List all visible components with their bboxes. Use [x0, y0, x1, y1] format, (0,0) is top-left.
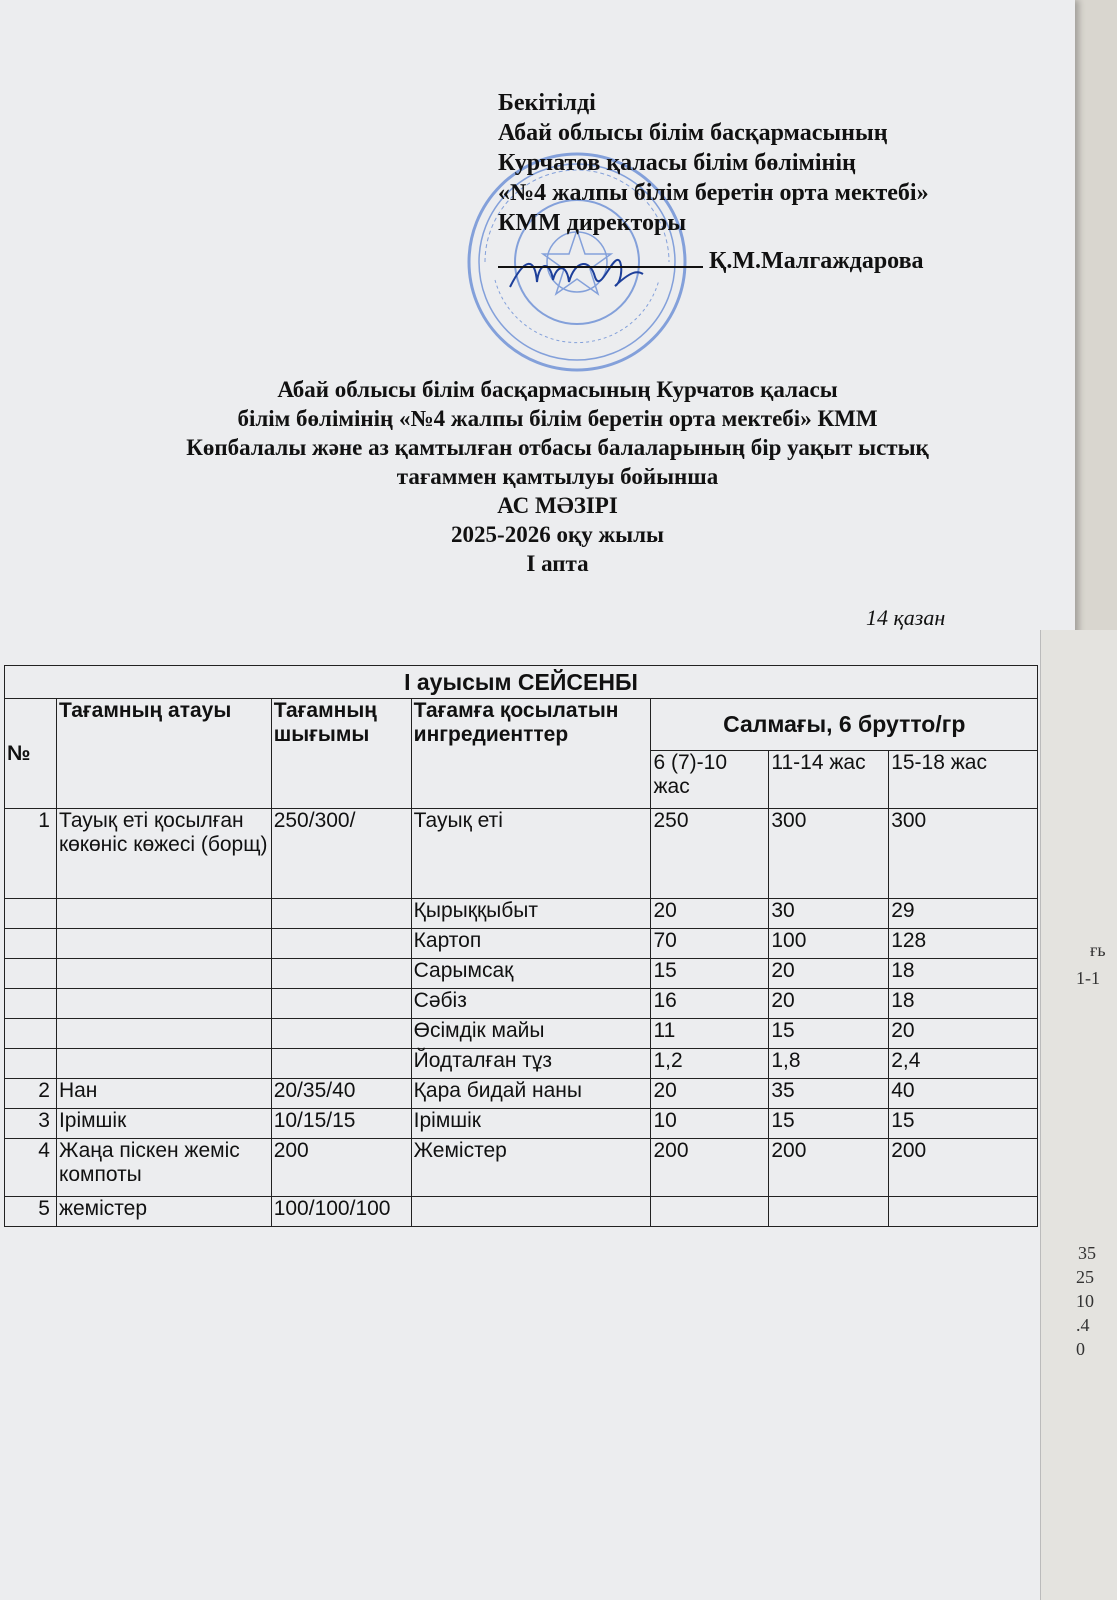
table-row: [5, 929, 1038, 959]
row-number: [5, 959, 57, 989]
ingredient: Жемістер: [411, 1139, 651, 1197]
table-row: [5, 1197, 1038, 1227]
row-number: 1: [5, 809, 57, 899]
weight-age-11-14: 100: [769, 929, 889, 959]
table-row: [5, 809, 1038, 899]
row-number: [5, 899, 57, 929]
weight-age-6-10: 10: [651, 1109, 769, 1139]
weight-age-15-18: 128: [889, 929, 1038, 959]
weight-age-11-14: 20: [769, 959, 889, 989]
weight-age-11-14: 35: [769, 1079, 889, 1109]
approval-line: Абай облысы білім басқармасының: [498, 120, 888, 146]
table-row: [5, 899, 1038, 929]
weight-age-11-14: 1,8: [769, 1049, 889, 1079]
table-row: [5, 1079, 1038, 1109]
document-heading: [40, 375, 1075, 578]
weight-age-15-18: 300: [889, 809, 1038, 899]
weight-age-15-18: 200: [889, 1139, 1038, 1197]
dish-yield: [271, 959, 411, 989]
row-number: 2: [5, 1079, 57, 1109]
heading-line: Абай облысы білім басқармасының Курчатов қаласы: [277, 377, 838, 402]
ingredient: Ірімшік: [411, 1109, 651, 1139]
signer-name: Қ.М.Малгаждарова: [709, 248, 924, 274]
dish-name: Тауық еті қосылған көкөніс көжесі (борщ): [56, 809, 271, 899]
weight-age-11-14: 200: [769, 1139, 889, 1197]
approval-line: КММ директоры: [498, 210, 687, 236]
row-number: [5, 1019, 57, 1049]
menu-table: [4, 665, 1038, 1227]
dish-name: Нан: [56, 1079, 271, 1109]
ingredient: Сәбіз: [411, 989, 651, 1019]
dish-yield: 200: [271, 1139, 411, 1197]
header-dish-name: Тағамның атауы: [56, 699, 271, 809]
dish-name: Жаңа піскен жеміс компоты: [56, 1139, 271, 1197]
weight-age-15-18: 29: [889, 899, 1038, 929]
dish-name: [56, 899, 271, 929]
table-row: [5, 959, 1038, 989]
dish-name: жемістер: [56, 1197, 271, 1227]
edge-fragment: 1-1: [1076, 968, 1100, 988]
weight-age-6-10: [651, 1197, 769, 1227]
approval-line: Курчатов қаласы білім бөлімінің: [498, 150, 856, 176]
ingredient: Қырыққыбыт: [411, 899, 651, 929]
weight-age-6-10: 1,2: [651, 1049, 769, 1079]
header-number: №: [5, 699, 57, 809]
shift-title: І ауысым СЕЙСЕНБІ: [5, 666, 1038, 699]
edge-fragment: 35: [1078, 1243, 1096, 1263]
ingredient: Қара бидай наны: [411, 1079, 651, 1109]
weight-age-15-18: [889, 1197, 1038, 1227]
dish-name: [56, 929, 271, 959]
dish-name: [56, 989, 271, 1019]
heading-line: Көпбалалы және аз қамтылған отбасы балаларының бір уақыт ыстық: [186, 435, 929, 460]
signature-row: [498, 244, 1018, 276]
signature-line: [498, 244, 703, 268]
edge-fragment: ғь: [1090, 940, 1106, 960]
dish-yield: [271, 989, 411, 1019]
edge-fragment: 0: [1076, 1339, 1085, 1359]
edge-fragment: 25: [1076, 1267, 1094, 1287]
edge-fragment: .4: [1076, 1315, 1090, 1335]
weight-age-6-10: 200: [651, 1139, 769, 1197]
approval-line: «№4 жалпы білім беретін орта мектебі»: [498, 180, 929, 206]
weight-age-6-10: 70: [651, 929, 769, 959]
approval-block: [498, 88, 1018, 276]
school-year: 2025-2026 оқу жылы: [451, 522, 664, 547]
dish-yield: 20/35/40: [271, 1079, 411, 1109]
table-row: [5, 1019, 1038, 1049]
dish-yield: 10/15/15: [271, 1109, 411, 1139]
weight-age-6-10: 20: [651, 1079, 769, 1109]
menu-date: 14 қазан: [866, 605, 946, 630]
table-row: [5, 1109, 1038, 1139]
weight-age-6-10: 15: [651, 959, 769, 989]
row-number: [5, 989, 57, 1019]
dish-yield: 250/300/: [271, 809, 411, 899]
dish-yield: [271, 899, 411, 929]
edge-fragment: 10: [1076, 1291, 1094, 1311]
weight-age-6-10: 20: [651, 899, 769, 929]
approval-line: Бекітілді: [498, 90, 596, 116]
underlying-page-edge: [1040, 630, 1117, 1600]
dish-yield: 100/100/100: [271, 1197, 411, 1227]
ingredient: Картоп: [411, 929, 651, 959]
weight-age-15-18: 20: [889, 1019, 1038, 1049]
weight-age-11-14: 30: [769, 899, 889, 929]
header-age-6-10: 6 (7)-10 жас: [651, 751, 769, 809]
header-ingredients: Тағамға қосылатын ингредиенттер: [411, 699, 651, 809]
weight-age-15-18: 15: [889, 1109, 1038, 1139]
weight-age-15-18: 18: [889, 989, 1038, 1019]
weight-age-11-14: 300: [769, 809, 889, 899]
weight-age-6-10: 250: [651, 809, 769, 899]
weight-age-6-10: 11: [651, 1019, 769, 1049]
heading-line: тағаммен қамтылуы бойынша: [396, 464, 719, 489]
weight-age-6-10: 16: [651, 989, 769, 1019]
heading-line: білім бөлімінің «№4 жалпы білім беретін орта мектебі» КММ: [237, 406, 878, 431]
ingredient: [411, 1197, 651, 1227]
row-number: [5, 1049, 57, 1079]
row-number: 3: [5, 1109, 57, 1139]
weight-age-11-14: [769, 1197, 889, 1227]
dish-yield: [271, 1019, 411, 1049]
row-number: 4: [5, 1139, 57, 1197]
table-row: [5, 1139, 1038, 1197]
ingredient: Сарымсақ: [411, 959, 651, 989]
header-weight: Салмағы, 6 брутто/гр: [651, 699, 1038, 751]
header-age-15-18: 15-18 жас: [889, 751, 1038, 809]
dish-name: [56, 959, 271, 989]
weight-age-15-18: 40: [889, 1079, 1038, 1109]
weight-age-15-18: 18: [889, 959, 1038, 989]
document-title: АС МӘЗІРІ: [497, 493, 618, 518]
dish-name: [56, 1049, 271, 1079]
weight-age-11-14: 15: [769, 1019, 889, 1049]
dish-yield: [271, 1049, 411, 1079]
dish-name: [56, 1019, 271, 1049]
row-number: [5, 929, 57, 959]
table-row: [5, 1049, 1038, 1079]
dish-name: Ірімшік: [56, 1109, 271, 1139]
dish-yield: [271, 929, 411, 959]
ingredient: Өсімдік майы: [411, 1019, 651, 1049]
weight-age-11-14: 20: [769, 989, 889, 1019]
week-label: І апта: [526, 551, 589, 576]
ingredient: Йодталған тұз: [411, 1049, 651, 1079]
ingredient: Тауық еті: [411, 809, 651, 899]
header-dish-yield: Тағамның шығымы: [271, 699, 411, 809]
weight-age-15-18: 2,4: [889, 1049, 1038, 1079]
table-row: [5, 989, 1038, 1019]
row-number: 5: [5, 1197, 57, 1227]
weight-age-11-14: 15: [769, 1109, 889, 1139]
header-age-11-14: 11-14 жас: [769, 751, 889, 809]
